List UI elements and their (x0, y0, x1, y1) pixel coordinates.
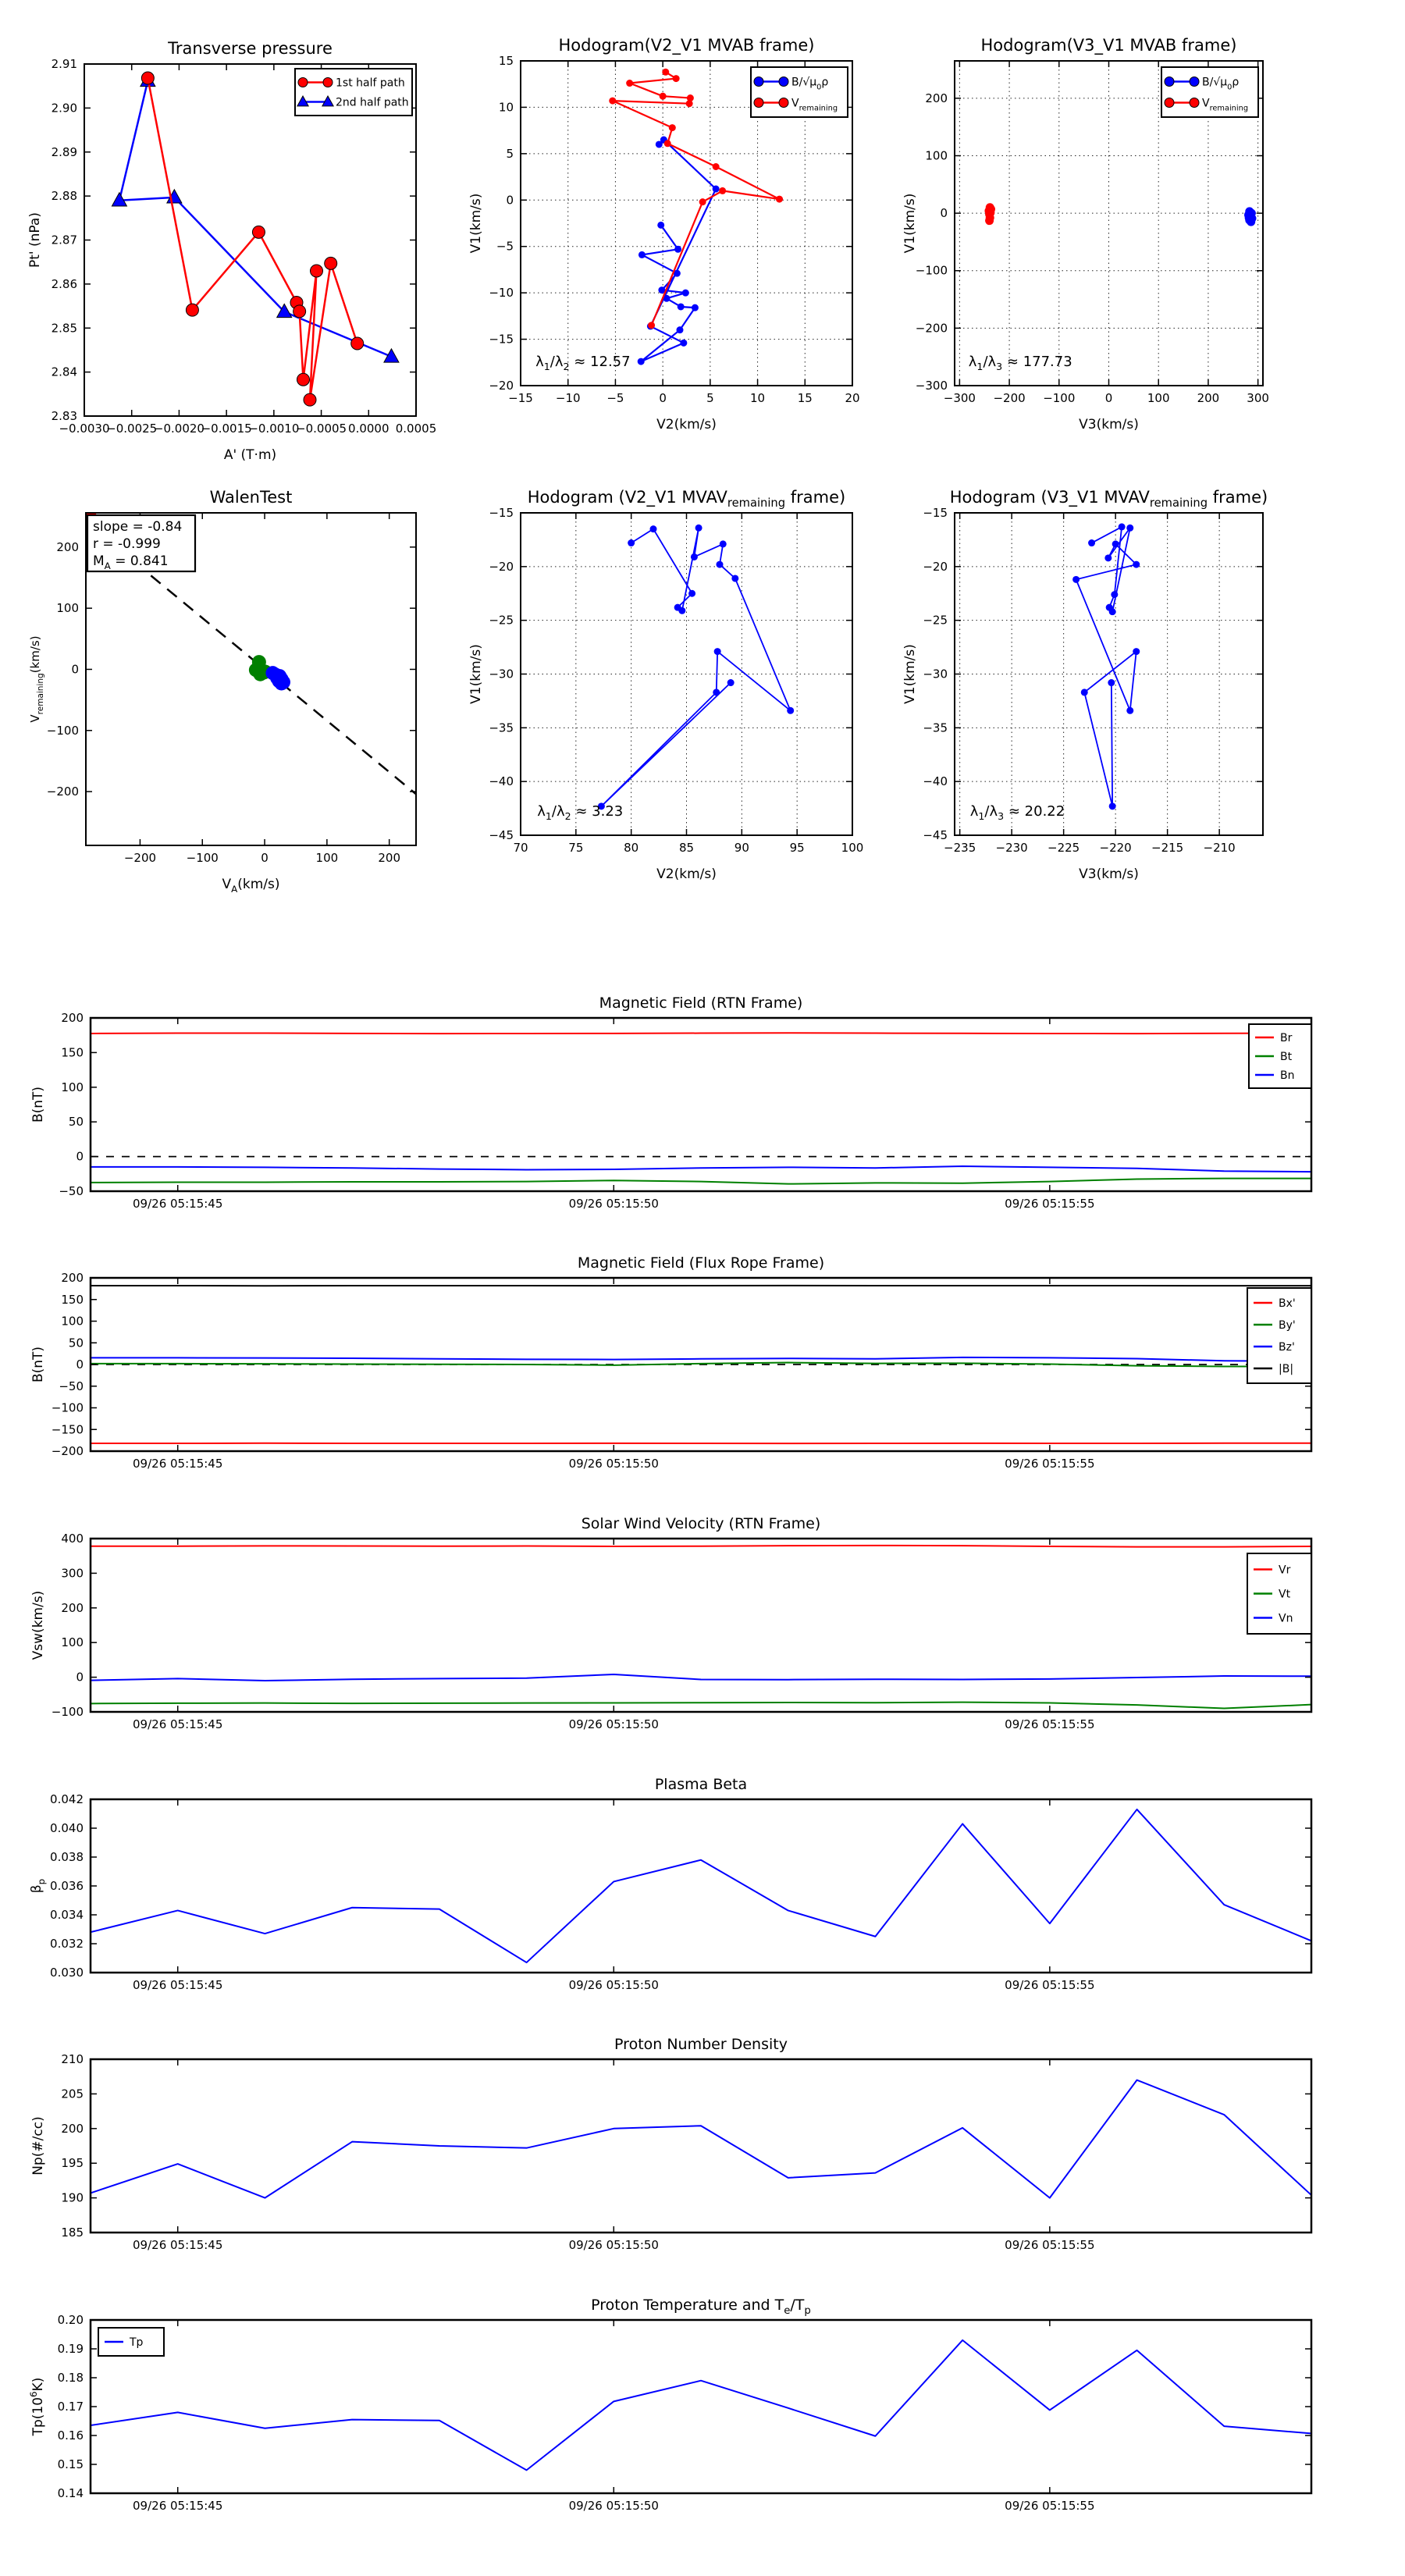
y-tick-label: 205 (61, 2087, 84, 2101)
x-tick-label: 90 (734, 841, 749, 855)
chart-hodogram-v3v1-mvav (902, 488, 1268, 882)
y-axis-label: Np(#/cc) (30, 2116, 46, 2176)
chart-plasma-beta (29, 1776, 1311, 1992)
y-tick-label: 100 (56, 601, 79, 616)
y-tick-label: −100 (46, 723, 79, 738)
y-tick-label: −40 (923, 774, 948, 789)
legend-label: Br (1280, 1032, 1293, 1044)
x-tick-label: 0.0005 (395, 422, 437, 436)
y-tick-label: 0.038 (50, 1850, 84, 1864)
y-tick-label: 0 (76, 1670, 84, 1685)
y-tick-label: 100 (61, 1080, 84, 1094)
legend-label: Vr (1279, 1564, 1291, 1577)
y-tick-label: 150 (61, 1045, 84, 1060)
x-tick-label: 100 (1147, 391, 1170, 405)
x-tick-label: 200 (378, 851, 401, 865)
y-tick-label: −20 (489, 379, 514, 393)
y-axis-label: V1(km/s) (468, 644, 484, 704)
y-tick-label: 2.87 (51, 233, 77, 247)
x-tick-label: −225 (1048, 841, 1080, 855)
x-tick-label: 15 (797, 391, 813, 405)
chart-title: Solar Wind Velocity (RTN Frame) (581, 1515, 821, 1532)
y-tick-label: −15 (923, 506, 948, 520)
y-axis-label: $\beta_p$ (29, 1878, 47, 1894)
x-tick-label: 70 (513, 841, 528, 855)
x-tick-label: 0 (659, 391, 667, 405)
y-tick-label: 0 (76, 1149, 84, 1164)
y-tick-label: 210 (61, 2052, 84, 2066)
legend-label: Vt (1279, 1588, 1291, 1601)
legend (751, 67, 848, 117)
annotation: $\lambda_1/\lambda_2 \approx 12.57$ (535, 354, 631, 373)
y-tick-label: −200 (51, 1444, 84, 1458)
chart-solar-wind-velocity-rtn (30, 1515, 1311, 1731)
y-tick-label: 0.032 (50, 1937, 84, 1951)
x-tick-label: 95 (789, 841, 805, 855)
legend-label: Bt (1280, 1051, 1293, 1063)
y-tick-label: 2.83 (51, 409, 77, 423)
annotation: $\lambda_1/\lambda_3 \approx 20.22$ (969, 803, 1065, 823)
y-tick-label: −100 (915, 263, 948, 278)
y-tick-label: 200 (56, 539, 79, 554)
y-axis-label: Vsw(km/s) (30, 1590, 46, 1660)
y-axis-label: $V_{remaining}(km/s)$ (28, 635, 45, 723)
legend (1247, 1288, 1311, 1383)
y-tick-label: 0.034 (50, 1908, 84, 1922)
y-tick-label: 200 (61, 1011, 84, 1025)
x-tick-label: 0 (261, 851, 269, 865)
stats-box (87, 515, 195, 571)
x-tick-label: 200 (1197, 391, 1220, 405)
chart-hodogram-v2v1-mvav (468, 488, 863, 882)
legend-label: Tp (130, 2336, 144, 2349)
chart-title: Plasma Beta (654, 1776, 748, 1793)
y-axis-label: B(nT) (30, 1346, 46, 1383)
y-tick-label: 2.90 (51, 101, 77, 116)
x-tick-label: −0.0015 (201, 422, 252, 436)
x-tick-label: −5 (606, 391, 624, 405)
legend-label: $B/√\mu_0\rho$ (791, 76, 829, 92)
legend-label: Bx' (1279, 1297, 1296, 1310)
y-axis-label: B(nT) (30, 1086, 46, 1123)
x-tick-label: −220 (1099, 841, 1132, 855)
stats-line: r = -0.999 (93, 536, 161, 552)
y-tick-label: 0 (940, 206, 948, 221)
y-tick-label: 0.15 (57, 2457, 84, 2471)
legend-label: |B| (1279, 1363, 1294, 1375)
y-tick-label: 5 (506, 146, 514, 161)
annotation: $\lambda_1/\lambda_3 \approx 177.73$ (968, 354, 1072, 373)
y-tick-label: 100 (61, 1635, 84, 1650)
y-tick-label: 2.85 (51, 321, 77, 336)
y-tick-label: 100 (925, 148, 948, 163)
chart-title: Magnetic Field (Flux Rope Frame) (577, 1254, 825, 1272)
chart-title: WalenTest (209, 488, 293, 507)
y-tick-label: 0.16 (57, 2428, 84, 2443)
y-tick-label: −100 (51, 1400, 84, 1415)
y-tick-label: −45 (489, 828, 514, 842)
y-tick-label: 0.042 (50, 1792, 84, 1806)
y-tick-label: 50 (68, 1115, 84, 1130)
x-tick-label: −100 (1043, 391, 1076, 405)
legend-label: By' (1279, 1319, 1296, 1332)
y-tick-label: −15 (489, 332, 514, 347)
x-tick-label: −100 (186, 851, 219, 865)
chart-title: Hodogram(V2_V1 MVAB frame) (558, 36, 815, 55)
x-tick-label: 100 (841, 841, 864, 855)
y-tick-label: −50 (59, 1379, 84, 1393)
x-tick-label: 09/26 05:15:55 (1005, 1978, 1095, 1992)
x-tick-label: −300 (943, 391, 976, 405)
x-tick-label: 09/26 05:15:55 (1005, 1457, 1095, 1471)
y-tick-label: 2.89 (51, 144, 77, 159)
legend (98, 2328, 164, 2356)
y-axis-label: V1(km/s) (902, 193, 918, 254)
chart-magnetic-field-rtn (30, 994, 1311, 1211)
y-tick-label: −25 (489, 613, 514, 628)
series-Br (91, 1033, 1311, 1034)
y-tick-label: 2.91 (51, 57, 77, 71)
legend-label: Vn (1279, 1612, 1293, 1625)
y-tick-label: −35 (489, 720, 514, 735)
y-tick-label: 0.14 (57, 2486, 84, 2500)
x-tick-label: −0.0005 (296, 422, 347, 436)
y-axis-label: V1(km/s) (902, 644, 918, 704)
x-tick-label: 80 (624, 841, 639, 855)
x-tick-label: 09/26 05:15:55 (1005, 1197, 1095, 1211)
chart-hodogram-v3v1-mvab (902, 36, 1269, 432)
y-tick-label: −50 (59, 1184, 84, 1198)
x-tick-label: 09/26 05:15:55 (1005, 2238, 1095, 2252)
chart-title: Transverse pressure (168, 39, 333, 58)
x-tick-label: −0.0020 (153, 422, 205, 436)
x-tick-label: −235 (944, 841, 976, 855)
y-tick-label: 0.19 (57, 2342, 84, 2356)
legend-label: Bz' (1279, 1341, 1295, 1354)
annotation: $\lambda_1/\lambda_2 \approx 3.23$ (537, 803, 624, 823)
y-tick-label: −45 (923, 828, 948, 842)
legend-label: $B/√\mu_0\rho$ (1202, 76, 1240, 92)
y-tick-label: 0.20 (57, 2313, 84, 2327)
y-tick-label: −25 (923, 613, 948, 628)
y-tick-label: −200 (915, 321, 948, 336)
y-tick-label: 400 (61, 1532, 84, 1546)
x-tick-label: 09/26 05:15:45 (133, 1717, 223, 1731)
x-tick-label: 09/26 05:15:45 (133, 2499, 223, 2513)
legend-label: 1st half path (336, 76, 405, 90)
y-tick-label: 200 (61, 1271, 84, 1285)
legend (1249, 1024, 1311, 1088)
y-tick-label: 200 (61, 1600, 84, 1615)
y-tick-label: −30 (489, 667, 514, 681)
legend-label: $V_{remaining}$ (791, 97, 838, 113)
y-tick-label: −40 (489, 774, 514, 789)
legend (295, 69, 412, 116)
chart-title: Magnetic Field (RTN Frame) (599, 994, 803, 1012)
y-tick-label: 0 (76, 1357, 84, 1372)
y-tick-label: 0.030 (50, 1966, 84, 1980)
chart-proton-temperature (28, 2297, 1311, 2513)
y-tick-label: 0 (506, 193, 514, 208)
x-tick-label: 85 (678, 841, 695, 855)
y-tick-label: 15 (498, 54, 514, 68)
y-tick-label: 200 (61, 2121, 84, 2136)
x-tick-label: −200 (993, 391, 1026, 405)
legend-label: Bn (1280, 1069, 1295, 1082)
x-tick-label: −0.0010 (248, 422, 300, 436)
x-tick-label: −10 (555, 391, 581, 405)
x-tick-label: −15 (508, 391, 533, 405)
stats-line: slope = -0.84 (93, 519, 183, 535)
y-tick-label: −20 (923, 559, 948, 574)
x-tick-label: 09/26 05:15:50 (568, 1978, 659, 1992)
x-axis-label: V2(km/s) (656, 417, 717, 432)
chart-walen-test (28, 488, 416, 895)
x-tick-label: 09/26 05:15:45 (133, 1978, 223, 1992)
x-tick-label: −215 (1151, 841, 1184, 855)
legend-label: $V_{remaining}$ (1202, 97, 1249, 113)
y-tick-label: −5 (496, 239, 514, 254)
x-axis-label: V3(km/s) (1079, 417, 1139, 432)
y-tick-label: 2.86 (51, 276, 77, 291)
y-tick-label: −35 (923, 720, 948, 735)
y-tick-label: 150 (61, 1292, 84, 1307)
y-tick-label: 0.18 (57, 2371, 84, 2385)
y-axis-label: V1(km/s) (468, 193, 484, 254)
stats-line: $M_A = 0.841$ (93, 553, 169, 571)
x-tick-label: 10 (750, 391, 766, 405)
y-tick-label: −100 (51, 1705, 84, 1719)
y-tick-label: 2.88 (51, 189, 77, 204)
x-tick-label: 100 (315, 851, 339, 865)
y-tick-label: −200 (46, 785, 79, 799)
x-tick-label: 09/26 05:15:50 (568, 1717, 659, 1731)
x-tick-label: −210 (1203, 841, 1236, 855)
y-tick-label: −20 (489, 559, 514, 574)
x-tick-label: 09/26 05:15:55 (1005, 1717, 1095, 1731)
y-tick-label: 0 (71, 662, 79, 677)
x-tick-label: 20 (845, 391, 860, 405)
y-tick-label: −300 (915, 379, 948, 393)
x-axis-label: V2(km/s) (656, 866, 717, 882)
x-axis-label: V3(km/s) (1079, 866, 1139, 882)
chart-proton-number-density (30, 2036, 1311, 2252)
y-tick-label: 10 (498, 100, 514, 115)
legend (1247, 1553, 1311, 1634)
chart-title: Proton Number Density (614, 2036, 788, 2053)
y-axis-label: Pt' (nPa) (27, 212, 43, 268)
x-tick-label: 09/26 05:15:55 (1005, 2499, 1095, 2513)
x-tick-label: −200 (123, 851, 157, 865)
y-tick-label: 0.040 (50, 1821, 84, 1835)
y-tick-label: 0.036 (50, 1879, 84, 1893)
chart-magnetic-field-flux-rope (30, 1254, 1311, 1471)
x-tick-label: 09/26 05:15:45 (133, 1457, 223, 1471)
x-tick-label: −230 (995, 841, 1028, 855)
x-tick-label: 09/26 05:15:45 (133, 1197, 223, 1211)
y-tick-label: 50 (68, 1336, 84, 1350)
chart-title: Hodogram (V3_V1 $MVAV_{remaining}$ frame) (949, 488, 1268, 510)
y-tick-label: −150 (51, 1422, 84, 1437)
y-tick-label: −30 (923, 667, 948, 681)
x-tick-label: 09/26 05:15:50 (568, 1457, 659, 1471)
x-axis-label: $V_A(km/s)$ (222, 877, 280, 895)
y-tick-label: 195 (61, 2156, 84, 2171)
chart-title: Hodogram (V2_V1 $MVAV_{remaining}$ frame) (527, 488, 846, 510)
y-tick-label: 190 (61, 2190, 84, 2205)
y-tick-label: 100 (61, 1314, 84, 1329)
x-axis-label: A' (T·m) (223, 447, 277, 463)
chart-title: Hodogram(V3_V1 MVAB frame) (980, 36, 1237, 55)
x-tick-label: 09/26 05:15:45 (133, 2238, 223, 2252)
x-tick-label: 09/26 05:15:50 (568, 2238, 659, 2252)
y-tick-label: 200 (925, 91, 948, 105)
y-tick-label: −15 (489, 506, 514, 520)
y-tick-label: 2.84 (51, 365, 77, 379)
y-tick-label: −10 (489, 286, 514, 301)
x-tick-label: 09/26 05:15:50 (568, 1197, 659, 1211)
x-tick-label: 300 (1247, 391, 1269, 405)
x-tick-label: −0.0025 (106, 422, 158, 436)
x-tick-label: 5 (706, 391, 714, 405)
y-tick-label: 300 (61, 1566, 84, 1581)
chart-title: Proton Temperature and $T_e/T_p$ (591, 2297, 811, 2317)
x-tick-label: 09/26 05:15:50 (568, 2499, 659, 2513)
x-tick-label: 0 (1104, 391, 1113, 405)
chart-transverse-pressure (27, 39, 436, 463)
y-tick-label: 0.17 (57, 2400, 84, 2414)
x-tick-label: 0.0000 (348, 422, 389, 436)
x-tick-label: −0.0030 (59, 422, 110, 436)
legend-label: 2nd half path (336, 96, 409, 109)
y-tick-label: 185 (61, 2226, 84, 2240)
y-axis-label: $Tp(10^6K)$ (28, 2377, 46, 2436)
legend (1161, 67, 1258, 117)
chart-hodogram-v2v1-mvab (468, 36, 860, 432)
x-tick-label: 75 (568, 841, 584, 855)
